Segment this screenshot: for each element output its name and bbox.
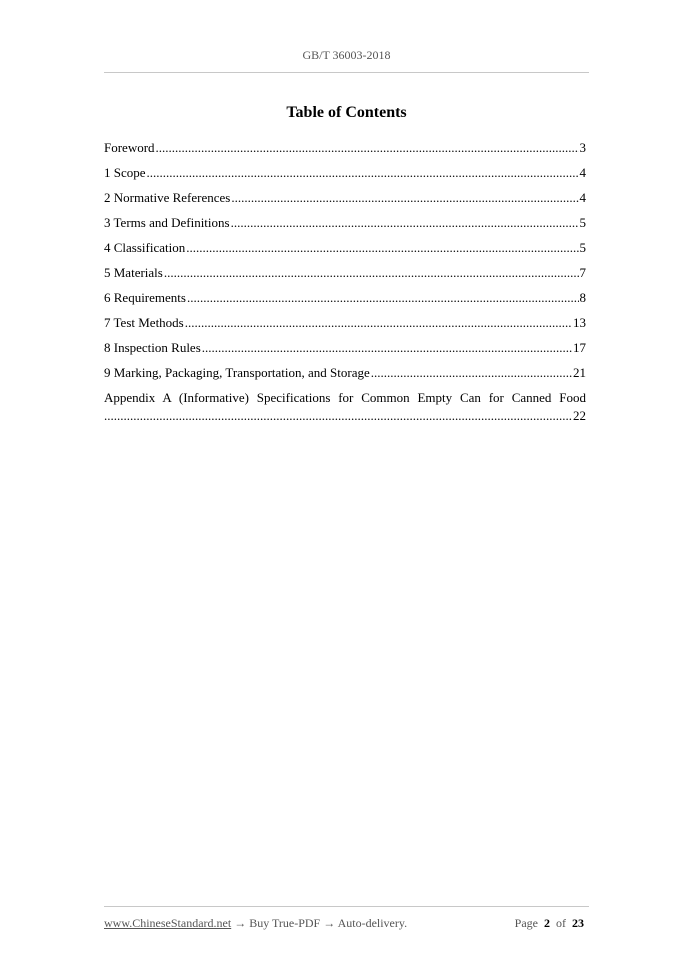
toc-entry-page: 8 bbox=[579, 290, 586, 305]
dot-leader bbox=[186, 239, 578, 257]
toc-entry-page: 17 bbox=[573, 340, 586, 355]
page-current: 2 bbox=[544, 916, 550, 930]
toc-entry-terms-definitions[interactable] bbox=[104, 214, 586, 239]
toc-entry-page: 7 bbox=[579, 265, 586, 280]
footer-divider bbox=[104, 906, 589, 907]
toc-entry-inspection-rules[interactable] bbox=[104, 339, 586, 364]
dot-leader bbox=[104, 407, 572, 425]
toc-entry-requirements[interactable] bbox=[104, 289, 586, 314]
toc-entry-label: 6 Requirements bbox=[104, 290, 186, 305]
toc-entry-marking-packaging[interactable] bbox=[104, 364, 586, 389]
toc-entry-label: 1 Scope bbox=[104, 165, 146, 180]
toc-entry-normative-references[interactable] bbox=[104, 189, 586, 214]
toc-entry-page: 5 bbox=[579, 240, 586, 255]
site-link[interactable]: www.ChineseStandard.net bbox=[104, 916, 232, 930]
header-divider bbox=[104, 72, 589, 73]
toc-entry-page: 4 bbox=[579, 190, 586, 205]
toc-entry-page: 13 bbox=[573, 315, 586, 330]
dot-leader bbox=[371, 364, 572, 382]
toc-entry-label: 4 Classification bbox=[104, 240, 186, 255]
toc-entry-page: 3 bbox=[579, 140, 586, 155]
toc-entry-label: 5 Materials bbox=[104, 265, 163, 280]
toc-entry-page: 4 bbox=[579, 165, 586, 180]
toc-entry-page: 22 bbox=[573, 408, 586, 423]
page-header: GB/T 36003-2018 bbox=[302, 48, 391, 62]
toc-entry-test-methods[interactable] bbox=[104, 314, 586, 339]
dot-leader bbox=[202, 339, 572, 357]
footer-promo bbox=[104, 916, 407, 931]
dot-leader bbox=[185, 314, 572, 332]
toc-entry-page: 5 bbox=[579, 215, 586, 230]
dot-leader bbox=[147, 164, 579, 182]
toc-entry-page: 21 bbox=[573, 365, 586, 380]
dot-leader bbox=[164, 264, 579, 282]
toc-entry-materials[interactable] bbox=[104, 264, 586, 289]
toc-title: Table of Contents bbox=[286, 104, 407, 121]
page-footer bbox=[104, 916, 584, 931]
toc-entry-scope[interactable] bbox=[104, 164, 586, 189]
toc-entry-label: Foreword bbox=[104, 140, 155, 155]
toc-entry-label: 9 Marking, Packaging, Transportation, and Storage bbox=[104, 365, 370, 380]
toc-entry-label: 7 Test Methods bbox=[104, 315, 184, 330]
toc-entry-label: 2 Normative References bbox=[104, 190, 231, 205]
toc-entry-label: Appendix A (Informative) Specifications for Common Empty Can for Canned Food bbox=[104, 390, 586, 405]
page-total: 23 bbox=[572, 916, 584, 930]
toc-list bbox=[104, 139, 586, 425]
page-of: of bbox=[556, 916, 566, 930]
dot-leader bbox=[231, 189, 578, 207]
toc-entry-classification[interactable] bbox=[104, 239, 586, 264]
dot-leader bbox=[187, 289, 579, 307]
toc-entry-label: 3 Terms and Definitions bbox=[104, 215, 230, 230]
toc-entry-appendix-a[interactable] bbox=[104, 389, 586, 425]
toc-entry-label: 8 Inspection Rules bbox=[104, 340, 201, 355]
page-prefix: Page bbox=[514, 916, 538, 930]
toc-entry-leader-line bbox=[104, 407, 586, 425]
toc-entry-foreword[interactable] bbox=[104, 139, 586, 164]
dot-leader bbox=[156, 139, 579, 157]
dot-leader bbox=[231, 214, 579, 232]
page-number bbox=[515, 916, 584, 931]
footer-promo-text: → Buy True-PDF → Auto-delivery. bbox=[231, 916, 408, 930]
